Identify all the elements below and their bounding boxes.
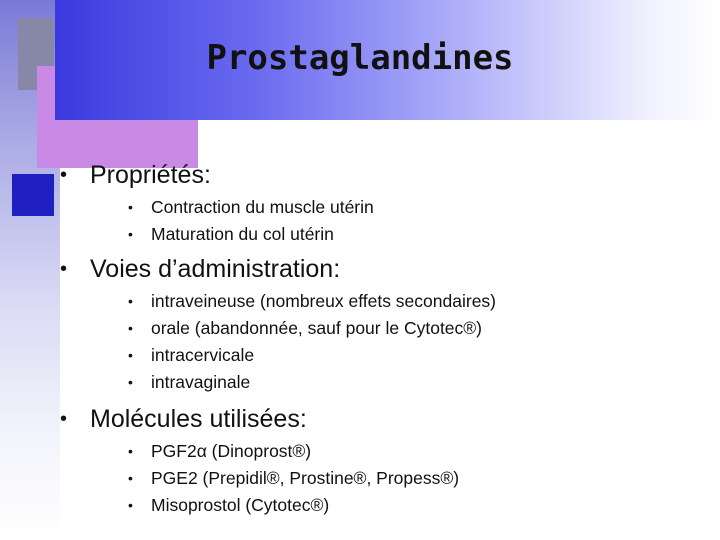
list-item bbox=[58, 492, 698, 519]
list-item bbox=[58, 194, 698, 221]
section-proprietes bbox=[58, 158, 698, 248]
bullet-icon: • bbox=[128, 226, 133, 242]
list-item bbox=[58, 438, 698, 465]
list-item bbox=[58, 315, 698, 342]
bullet-icon: • bbox=[128, 347, 133, 363]
slide-content bbox=[58, 158, 698, 527]
section-heading bbox=[58, 252, 698, 286]
list-item bbox=[58, 221, 698, 248]
list-item-text: intraveineuse (nombreux effets secondaires) bbox=[151, 291, 497, 311]
list-item-text: intracervicale bbox=[151, 345, 255, 365]
bullet-icon: • bbox=[128, 497, 133, 513]
list-item-text: Misoprostol (Cytotec®) bbox=[151, 495, 330, 515]
section-heading-text: Molécules utilisées: bbox=[90, 405, 307, 433]
list-item-text: Maturation du col utérin bbox=[151, 224, 334, 244]
bullet-icon: • bbox=[128, 320, 133, 336]
bullet-icon: • bbox=[60, 408, 68, 430]
section-heading-text: Voies d’administration: bbox=[90, 255, 341, 283]
sub-list bbox=[58, 194, 698, 248]
list-item-text: PGF2α (Dinoprost®) bbox=[151, 441, 312, 461]
bullet-icon: • bbox=[128, 293, 133, 309]
section-heading bbox=[58, 402, 698, 436]
section-voies-administration bbox=[58, 252, 698, 396]
list-item-text: intravaginale bbox=[151, 372, 251, 392]
sub-list bbox=[58, 438, 698, 519]
list-item bbox=[58, 288, 698, 315]
list-item bbox=[58, 465, 698, 492]
list-item bbox=[58, 342, 698, 369]
bullet-icon: • bbox=[128, 199, 133, 215]
list-item bbox=[58, 369, 698, 396]
bullet-icon: • bbox=[60, 258, 68, 280]
bullet-icon: • bbox=[128, 470, 133, 486]
slide-title: Prostaglandines bbox=[206, 38, 514, 78]
decorative-blue-square bbox=[12, 174, 54, 216]
bullet-icon: • bbox=[128, 443, 133, 459]
bullet-icon: • bbox=[60, 164, 68, 186]
section-molecules-utilisees bbox=[58, 402, 698, 519]
section-heading-text: Propriétés: bbox=[90, 161, 211, 189]
list-item-text: orale (abandonnée, sauf pour le Cytotec®) bbox=[151, 318, 483, 338]
list-item-text: PGE2 (Prepidil®, Prostine®, Propess®) bbox=[151, 468, 460, 488]
sub-list bbox=[58, 288, 698, 396]
section-heading bbox=[58, 158, 698, 192]
list-item-text: Contraction du muscle utérin bbox=[151, 197, 374, 217]
bullet-icon: • bbox=[128, 374, 133, 390]
